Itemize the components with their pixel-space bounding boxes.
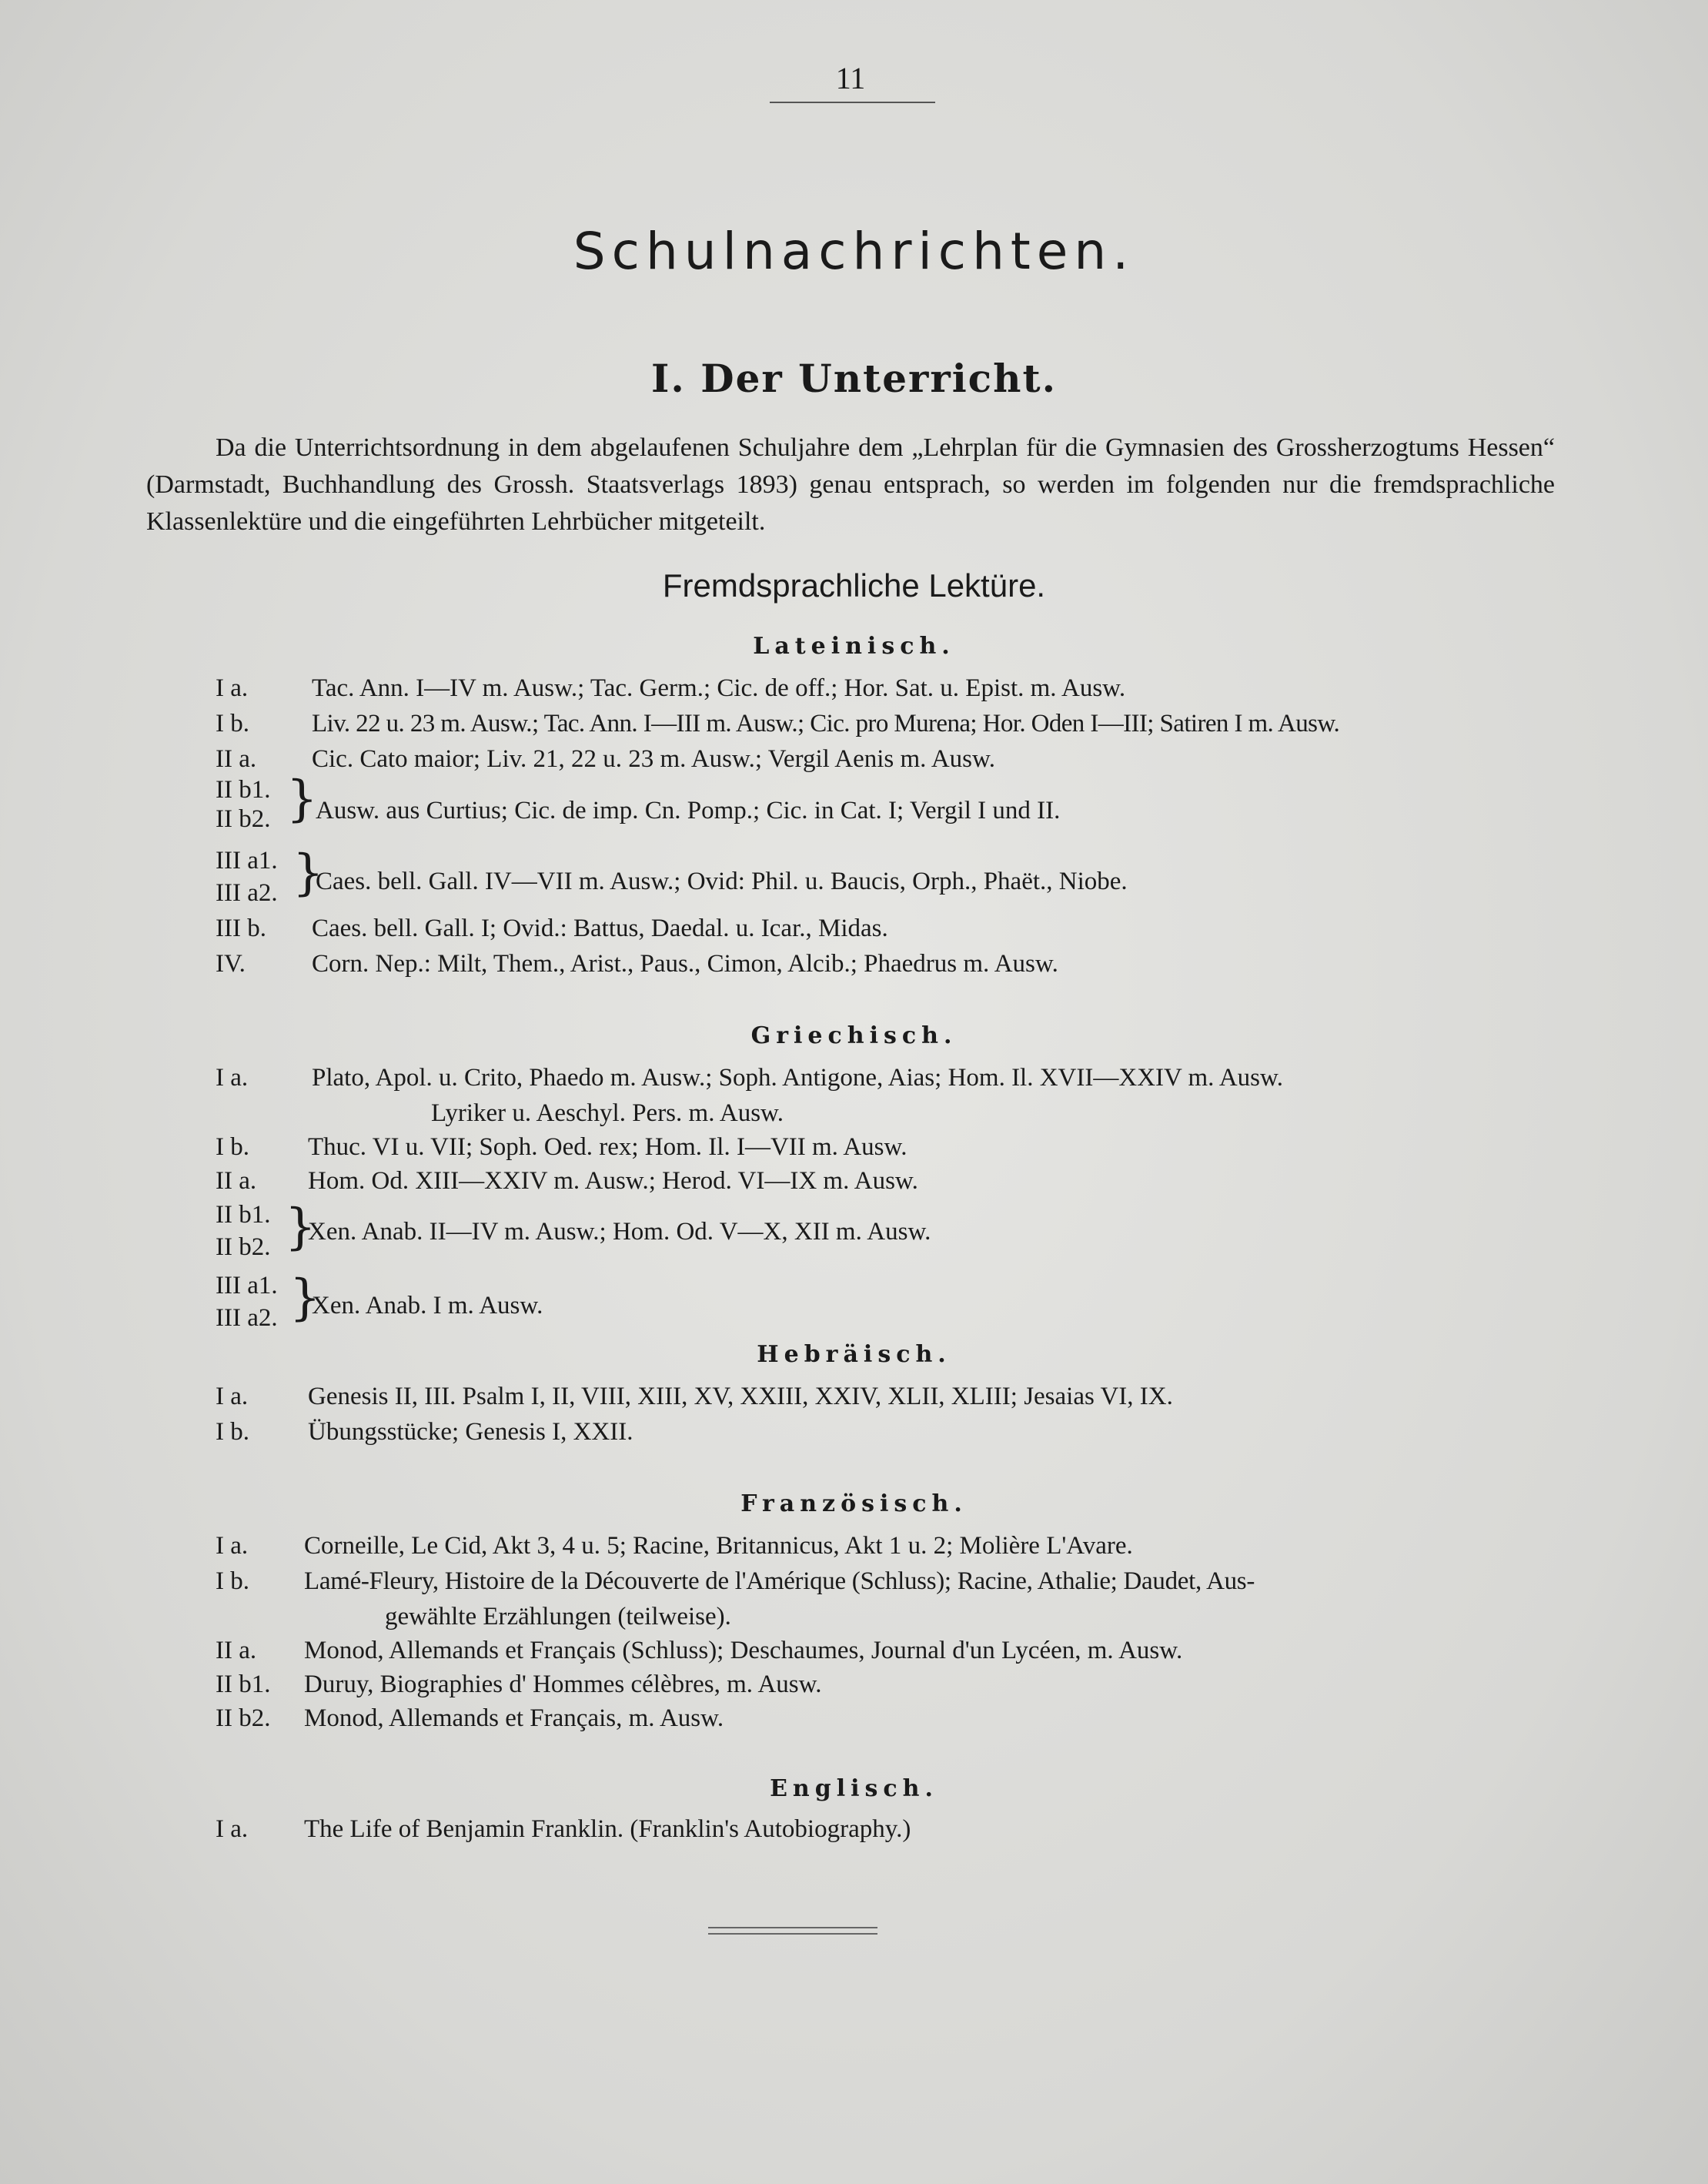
intro-paragraph <box>146 430 1555 540</box>
section-title: I. Der Unterricht. <box>651 356 1057 401</box>
page-title: Schulnachrichten. <box>573 222 1135 281</box>
subheading: Fremdsprachliche Lektüre. <box>662 567 1046 604</box>
end-rule <box>708 1927 877 1928</box>
intro-text: Da die Unterrichtsordnung in dem abgelaufenen Schuljahre dem „Lehrplan für die Gymnasien des Grossherzogtums Hessen“ (Darmstadt, Buchhandlung des Grossh. Staatsverlags 1893) genau entsprach, so werden im folgenden nur die fremdsprachliche Klassenlektüre und die eingeführten Lehrbücher mitgeteilt. <box>146 433 1555 536</box>
heading-latein: Lateinisch. <box>753 633 955 660</box>
brace: } <box>285 1199 316 1256</box>
page-number: 11 <box>835 61 866 95</box>
heading-englisch: Englisch. <box>770 1775 938 1802</box>
brace: } <box>289 1269 321 1326</box>
brace: } <box>292 845 324 901</box>
document-page: 11 Schulnachrichten. I. Der Unterricht. Da die Unterrichtsordnung in dem abgelaufenen Schuljahre dem „Lehrplan für die Gymnasien des Grossherzogtums Hessen“ (Darmstadt, Buchhandlung des Grossh. Staatsverlags 1893) genau entsprach, so werden im folgenden nur die fremdsprachliche Klassenlektüre und die eingeführten Lehrbücher mitgeteilt. Fremdsprachliche Lektüre. Lateinisch. I a. Tac. Ann. I—IV m. Ausw.; Tac. Germ.; Cic. de off.; Hor. Sat. u. Epist. m. Ausw. I b. Liv. 22 u. 23 m. Ausw.; Tac. Ann. I—III m. Ausw.; Cic. pro Murena; Hor. Oden I—III; Satiren I m. Ausw. II a. Cic. Cato maior; Liv. 21, 22 u. 23 m. Ausw.; Vergil Aenis m. Ausw. II b1. II b2. } Ausw. aus Curtius; Cic. de imp. Cn. Pomp.; Cic. in Cat. I; Vergil I und II. III a1. III a2. } Caes. bell. Gall. IV—VII m. Ausw.; Ovid: Phil. u. Baucis, Orph., Phaët., Niobe. III b. Caes. bell. Gall. I; Ovid.: Battus, Daedal. u. Icar., Midas. IV. Corn. Nep.: Milt, Them., Arist., Paus., Cimon, Alcib.; Phaedrus m. Ausw. Griechisch. I a. Plato, Apol. u. Crito, Phaedo m. Ausw.; Soph. Antigone, Aias; Hom. Il. XVII—XXIV m. Ausw. Lyriker u. Aeschyl. Pers. m. Ausw. I b. Thuc. VI u. VII; Soph. Oed. rex; Hom. Il. I—VII m. Ausw. II a. Hom. Od. XIII—XXIV m. Ausw.; Herod. VI—IX m. Ausw. II b1. II b2. } Xen. Anab. II—IV m. Ausw.; Hom. Od. V—X, XII m. Ausw. III a1. III a2. } Xen. Anab. I m. Ausw. Hebräisch. I a. Genesis II, III. Psalm I, II, VIII, XIII, XV, XXIII, XXIV, XLII, XLIII; Jesaias VI, IX. I b. Übungsstücke; Genesis I, XXII. Französisch. I a. Corneille, Le Cid, Akt 3, 4 u. 5; Racine, Britannicus, Akt 1 u. 2; Molière L'Avare. I b. Lamé-Fleury, Histoire de la Découverte de l'Amérique (Schluss); Racine, Athalie; Daudet, Aus- gewählte Erzählungen (teilweise). II a. Monod, Allemands et Français (Schluss); Deschaumes, Journal d'un Lycéen, m. Ausw. II b1. Duruy, Biographies d' Hommes célèbres, m. Ausw. II b2. Monod, Allemands et Français, m. Ausw. Englisch. I a. The Life of Benjamin Franklin. (Franklin's Autobiography.) <box>0 0 1708 2184</box>
heading-franzoesisch: Französisch. <box>740 1490 968 1517</box>
brace: } <box>286 771 318 828</box>
heading-hebraeisch: Hebräisch. <box>757 1341 951 1368</box>
heading-griechisch: Griechisch. <box>750 1022 958 1049</box>
end-rule <box>708 1933 877 1935</box>
page-number-rule <box>770 102 935 103</box>
